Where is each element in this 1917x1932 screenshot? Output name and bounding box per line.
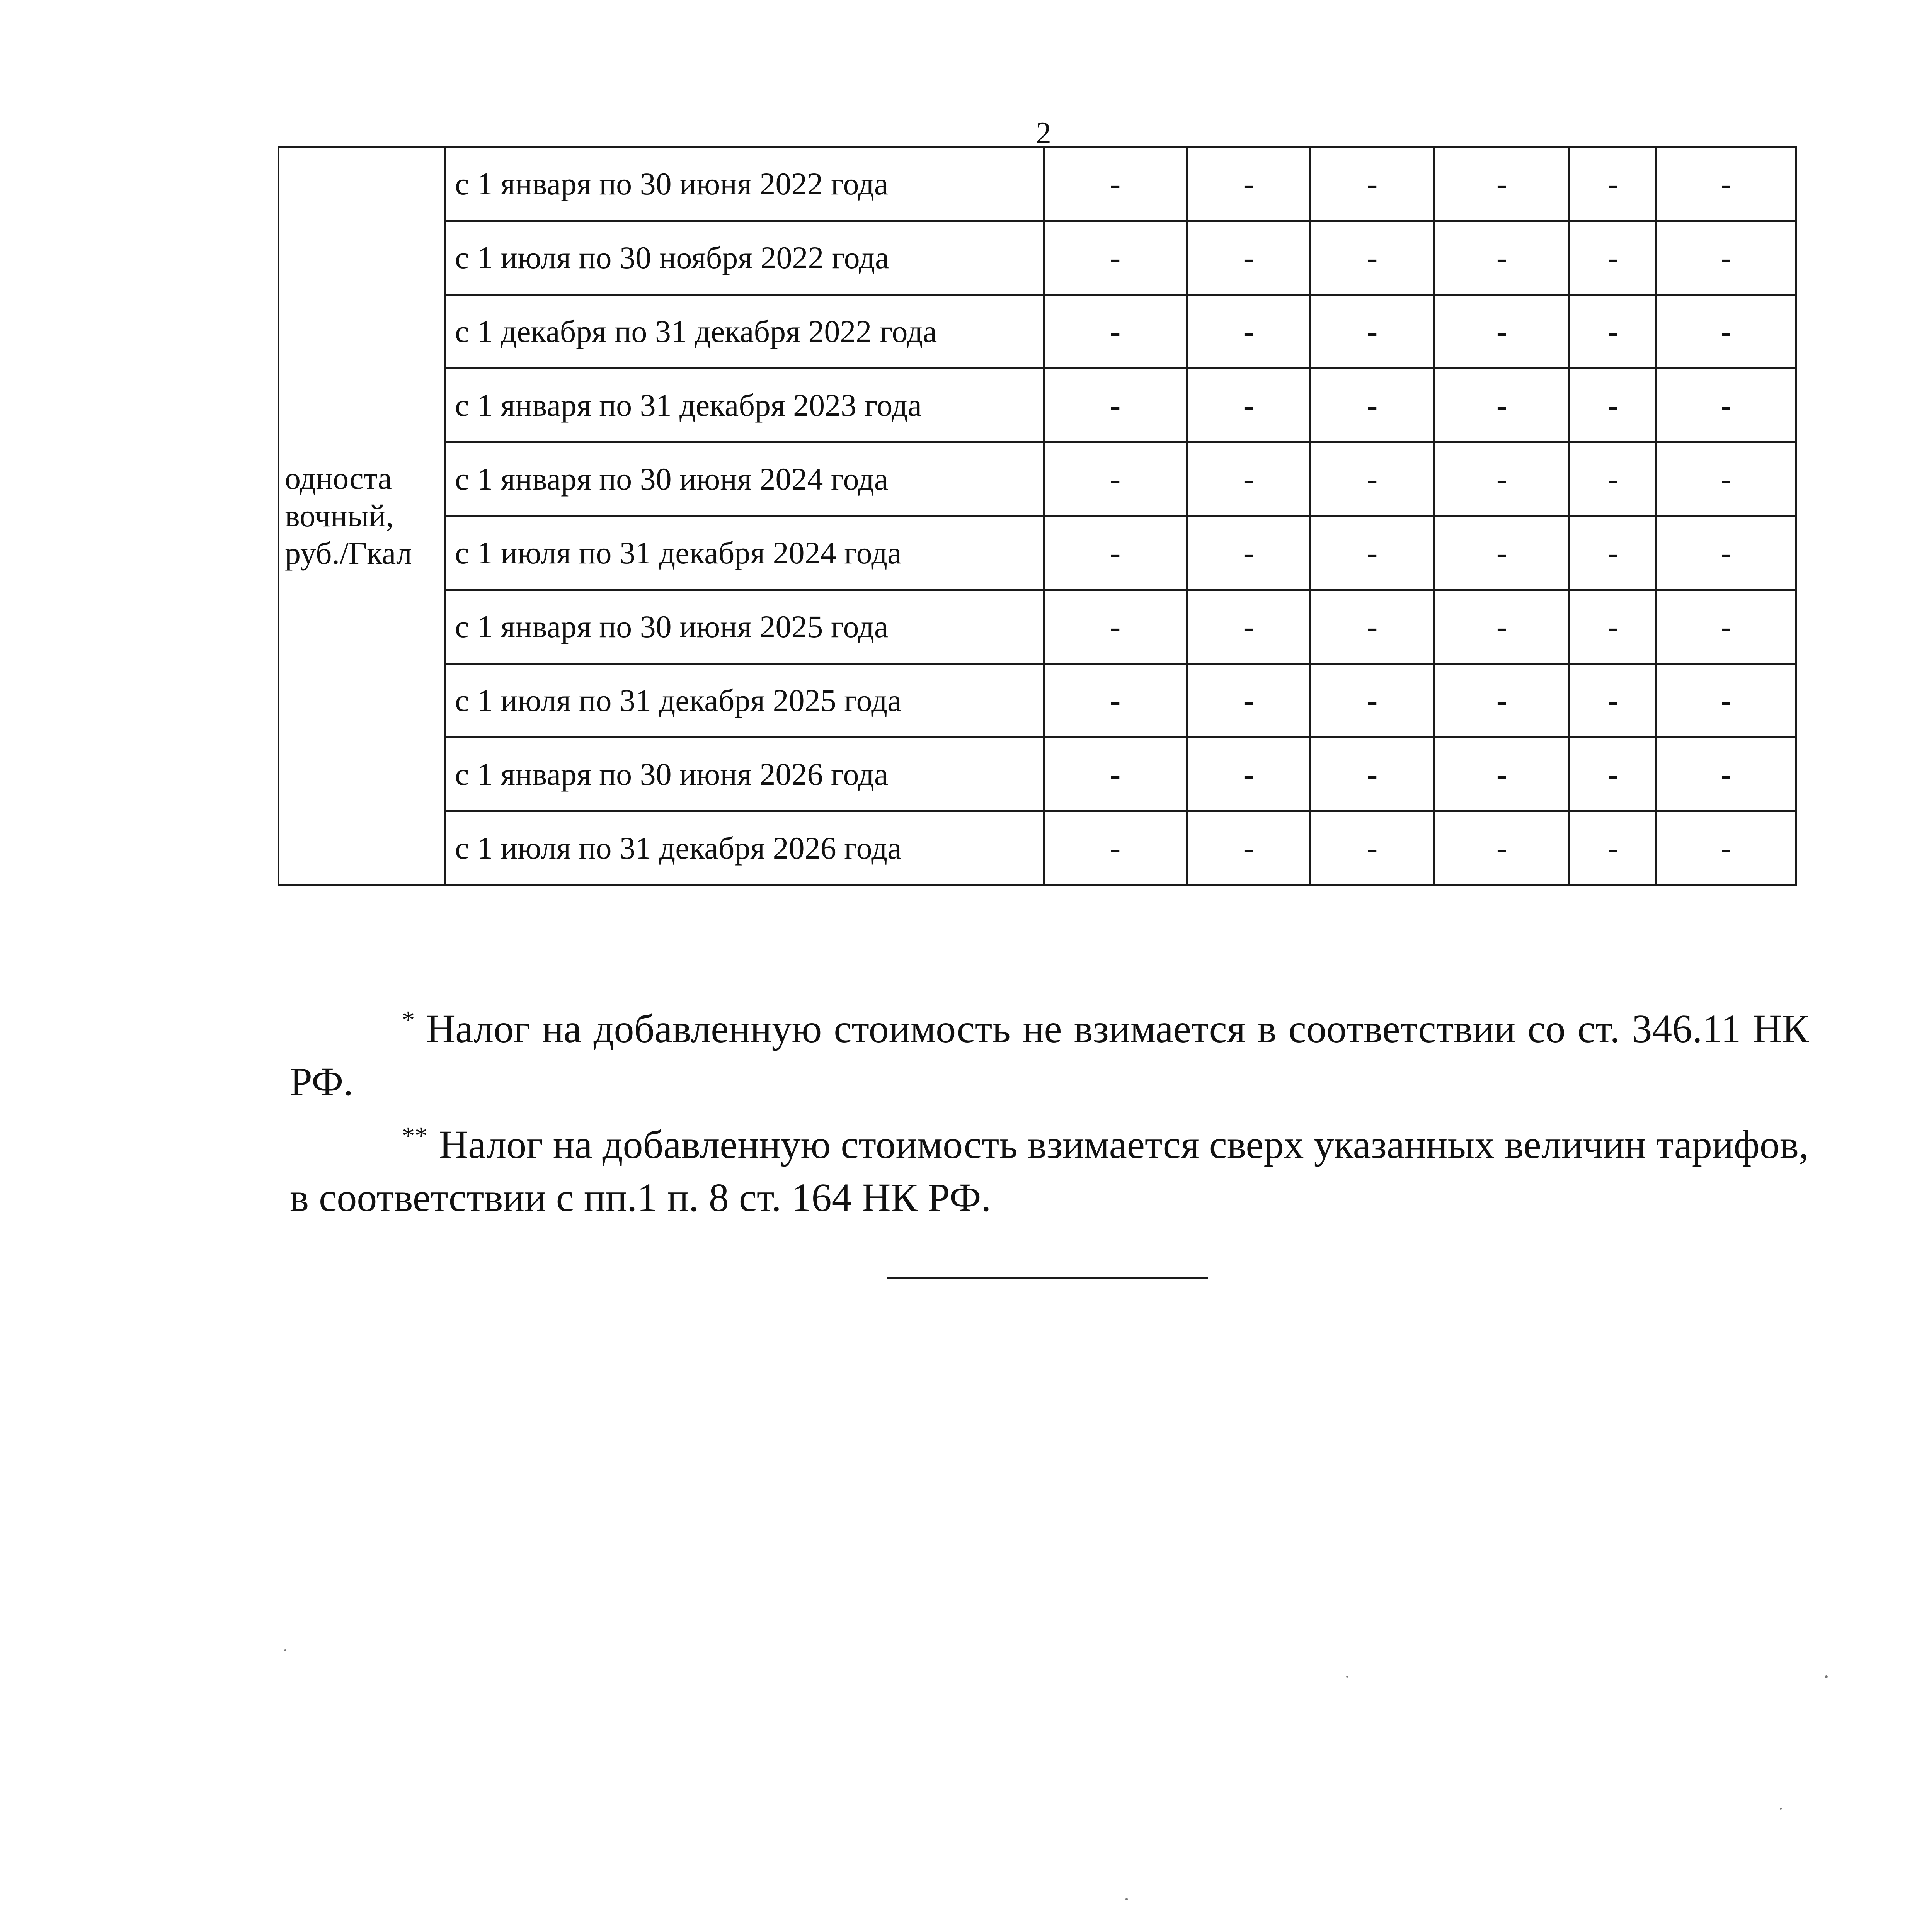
tariff-value-cell: -: [1434, 147, 1570, 221]
tariff-value-cell: -: [1311, 369, 1434, 442]
tariff-value-cell: -: [1044, 369, 1187, 442]
tariff-value-cell: -: [1187, 738, 1311, 811]
scan-speck: [284, 1649, 286, 1651]
tariff-value-cell: -: [1570, 221, 1657, 295]
tariff-value-cell: -: [1570, 590, 1657, 664]
period-cell: с 1 января по 30 июня 2026 года: [445, 738, 1044, 811]
tariff-value-cell: -: [1187, 442, 1311, 516]
table-row: [279, 442, 1796, 516]
tariff-value-cell: -: [1044, 738, 1187, 811]
tariff-value-cell: -: [1657, 738, 1796, 811]
tariff-value-cell: -: [1044, 664, 1187, 738]
table-row: [279, 738, 1796, 811]
tariff-value-cell: -: [1434, 738, 1570, 811]
tariff-value-cell: -: [1187, 295, 1311, 369]
tariff-value-cell: -: [1434, 811, 1570, 885]
tariff-value-cell: -: [1570, 664, 1657, 738]
tariff-value-cell: -: [1657, 221, 1796, 295]
period-cell: с 1 января по 31 декабря 2023 года: [445, 369, 1044, 442]
tariff-value-cell: -: [1657, 590, 1796, 664]
tariff-value-cell: -: [1311, 664, 1434, 738]
period-cell: с 1 января по 30 июня 2022 года: [445, 147, 1044, 221]
footnote-text: Налог на добавленную стоимость взимается сверх указанных величин тарифов, в соответствии с пп.1 п. 8 ст. 164 НК РФ.: [290, 1122, 1809, 1220]
tariff-value-cell: -: [1311, 590, 1434, 664]
period-cell: с 1 декабря по 31 декабря 2022 года: [445, 295, 1044, 369]
scan-speck: [1125, 1898, 1128, 1900]
page-number: 2: [1036, 116, 1051, 150]
tariff-value-cell: -: [1187, 811, 1311, 885]
tariff-value-cell: -: [1434, 369, 1570, 442]
tariff-value-cell: -: [1570, 147, 1657, 221]
tariff-unit-label: односта вочный, руб./Гкал: [279, 147, 445, 885]
footnote-vat-charged: [290, 1118, 1809, 1225]
period-cell: с 1 июля по 30 ноября 2022 года: [445, 221, 1044, 295]
tariff-value-cell: -: [1311, 295, 1434, 369]
tariff-table-body: [279, 147, 1796, 885]
tariff-value-cell: -: [1311, 516, 1434, 590]
tariff-table: [278, 146, 1797, 886]
tariff-value-cell: -: [1311, 221, 1434, 295]
tariff-value-cell: -: [1434, 664, 1570, 738]
table-row: [279, 516, 1796, 590]
tariff-value-cell: -: [1570, 516, 1657, 590]
period-cell: с 1 июля по 31 декабря 2024 года: [445, 516, 1044, 590]
tariff-value-cell: -: [1187, 369, 1311, 442]
tariff-value-cell: -: [1044, 147, 1187, 221]
tariff-value-cell: -: [1434, 442, 1570, 516]
tariff-value-cell: -: [1657, 369, 1796, 442]
tariff-value-cell: -: [1044, 590, 1187, 664]
tariff-value-cell: -: [1187, 590, 1311, 664]
footnote-mark: **: [402, 1122, 427, 1150]
tariff-value-cell: -: [1434, 516, 1570, 590]
table-row: [279, 147, 1796, 221]
tariff-value-cell: -: [1657, 147, 1796, 221]
period-cell: с 1 июля по 31 декабря 2025 года: [445, 664, 1044, 738]
tariff-value-cell: -: [1044, 221, 1187, 295]
footnote-text: Налог на добавленную стоимость не взимается в соответствии со ст. 346.11 НК РФ.: [290, 1007, 1809, 1104]
tariff-value-cell: -: [1434, 221, 1570, 295]
tariff-value-cell: -: [1434, 295, 1570, 369]
table-row: [279, 811, 1796, 885]
scan-speck: [1780, 1808, 1782, 1810]
tariff-value-cell: -: [1570, 369, 1657, 442]
tariff-value-cell: -: [1311, 738, 1434, 811]
end-of-document-line: [887, 1277, 1208, 1279]
period-cell: с 1 января по 30 июня 2025 года: [445, 590, 1044, 664]
tariff-value-cell: -: [1570, 738, 1657, 811]
table-row: [279, 295, 1796, 369]
tariff-value-cell: -: [1044, 442, 1187, 516]
tariff-value-cell: -: [1044, 295, 1187, 369]
tariff-value-cell: -: [1311, 811, 1434, 885]
table-row: [279, 664, 1796, 738]
tariff-value-cell: -: [1570, 442, 1657, 516]
tariff-value-cell: -: [1657, 516, 1796, 590]
tariff-value-cell: -: [1570, 811, 1657, 885]
scan-speck: [1346, 1676, 1348, 1678]
tariff-value-cell: -: [1657, 442, 1796, 516]
tariff-value-cell: -: [1187, 147, 1311, 221]
tariff-value-cell: -: [1570, 295, 1657, 369]
table-row: [279, 369, 1796, 442]
period-cell: с 1 января по 30 июня 2024 года: [445, 442, 1044, 516]
footnote-mark: *: [402, 1006, 415, 1034]
tariff-value-cell: -: [1657, 664, 1796, 738]
tariff-value-cell: -: [1434, 590, 1570, 664]
tariff-value-cell: -: [1657, 295, 1796, 369]
tariff-value-cell: -: [1657, 811, 1796, 885]
tariff-value-cell: -: [1311, 147, 1434, 221]
tariff-value-cell: -: [1187, 516, 1311, 590]
table-row: [279, 590, 1796, 664]
tariff-value-cell: -: [1187, 664, 1311, 738]
tariff-value-cell: -: [1044, 811, 1187, 885]
tariff-value-cell: -: [1187, 221, 1311, 295]
footnote-vat-not-charged: [290, 1002, 1809, 1109]
table-row: [279, 221, 1796, 295]
tariff-value-cell: -: [1311, 442, 1434, 516]
scan-speck: [1825, 1675, 1828, 1678]
period-cell: с 1 июля по 31 декабря 2026 года: [445, 811, 1044, 885]
tariff-value-cell: -: [1044, 516, 1187, 590]
